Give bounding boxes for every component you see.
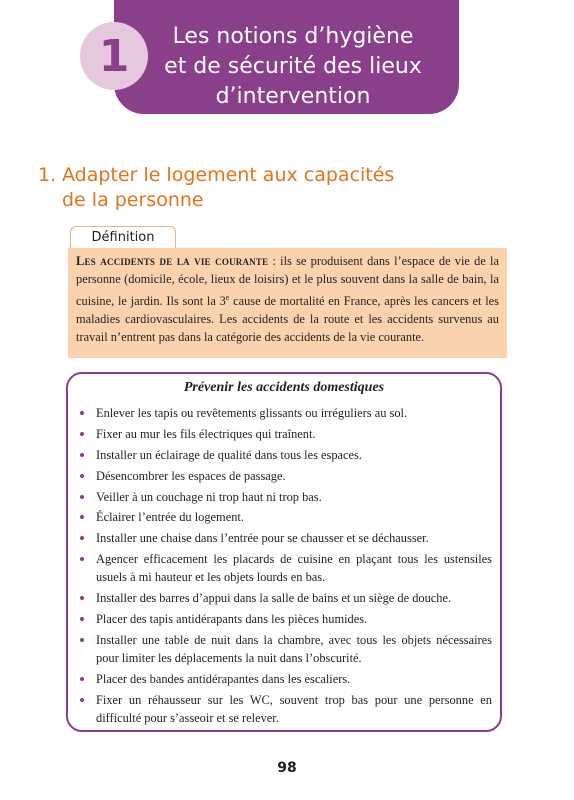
chapter-title-line: d’intervention xyxy=(215,84,371,109)
list-item-text: Éclairer l’entrée du logement. xyxy=(96,510,244,525)
list-item xyxy=(80,425,492,443)
list-item-text: Installer une table de nuit dans la chambre, avec tous les objets nécessaires pour limiter les déplacements la nuit dans l’obscurité. xyxy=(96,632,492,665)
list-item xyxy=(80,631,492,667)
definition-text: : ils se produisent dans l’espace de vie de la personne (domicile, école, lieux de loisirs) et le plus souvent dans la salle de bain, la cuisine, le jardin. Ils sont la 3 xyxy=(76,254,499,308)
list-item xyxy=(80,550,492,586)
bullet-icon xyxy=(80,698,84,702)
list-item xyxy=(80,529,492,547)
chapter-title xyxy=(138,22,448,112)
list-item xyxy=(80,691,492,727)
list-item-text: Veiller à un couchage ni trop haut ni trop bas. xyxy=(96,489,322,504)
section-title-line: Adapter le logement aux capacités xyxy=(62,164,395,186)
bullet-icon xyxy=(80,617,84,621)
list-item xyxy=(80,467,492,485)
bullet-icon xyxy=(80,453,84,457)
definition-text: cause de mortalité en France, après les cancers et les maladies cardiovasculaires. Les accidents de la route et les accidents survenus au travail n’entrent pas dans la catégorie des accidents de la vie courante. xyxy=(76,293,499,345)
chapter-title-line: et de sécurité des lieux xyxy=(164,54,422,79)
bullet-icon xyxy=(80,536,84,540)
list-item-text: Installer des barres d’appui dans la salle de bains et un siège de douche. xyxy=(96,591,452,606)
bullet-icon xyxy=(80,474,84,478)
list-item-text: Fixer un réhausseur sur les WC, souvent trop bas pour une personne en difficulté pour s’asseoir et se relever. xyxy=(96,692,492,725)
section-number: 1. xyxy=(38,164,57,186)
section-title-line: de la personne xyxy=(62,189,204,211)
list-item-text: Placer des tapis antidérapants dans les pièces humides. xyxy=(96,612,368,627)
list-item-text: Installer une chaise dans l’entrée pour se chausser et se déchausser. xyxy=(96,531,429,546)
definition-box xyxy=(68,248,507,358)
bullet-icon xyxy=(80,411,84,415)
bullet-icon xyxy=(80,495,84,499)
list-item xyxy=(80,446,492,464)
list-item xyxy=(80,488,492,506)
section-title xyxy=(38,163,478,213)
list-item xyxy=(80,670,492,688)
bullet-icon xyxy=(80,596,84,600)
bullet-icon xyxy=(80,677,84,681)
list-item-text: Placer des bandes antidérapantes dans les escaliers. xyxy=(96,671,351,686)
chapter-number: 1 xyxy=(80,22,148,90)
definition-tab: Définition xyxy=(70,226,176,249)
definition-term: Les accidents de la vie courante xyxy=(76,254,269,268)
bullet-icon xyxy=(80,638,84,642)
list-item xyxy=(80,610,492,628)
list-item-text: Enlever les tapis ou revêtements glissants ou irréguliers au sol. xyxy=(96,406,408,420)
bullet-icon xyxy=(80,515,84,519)
prevention-title: Prévenir les accidents domestiques xyxy=(183,380,385,395)
prevention-list xyxy=(80,404,492,730)
prevention-box xyxy=(66,372,502,732)
list-item-text: Fixer au mur les fils électriques qui traînent. xyxy=(96,426,316,441)
bullet-icon xyxy=(80,557,84,561)
list-item xyxy=(80,404,492,422)
list-item xyxy=(80,589,492,607)
page-number: 98 xyxy=(277,760,297,776)
list-item-text: Agencer efficacement les placards de cuisine en plaçant tous les ustensiles usuels à mi hauteur et les objets lourds en bas. xyxy=(96,552,492,585)
bullet-icon xyxy=(80,432,84,436)
list-item-text: Désencombrer les espaces de passage. xyxy=(96,468,286,483)
list-item xyxy=(80,508,492,526)
definition-superscript: e xyxy=(225,292,230,302)
chapter-title-line: Les notions d’hygiène xyxy=(172,24,414,49)
list-item-text: Installer un éclairage de qualité dans tous les espaces. xyxy=(96,447,362,462)
